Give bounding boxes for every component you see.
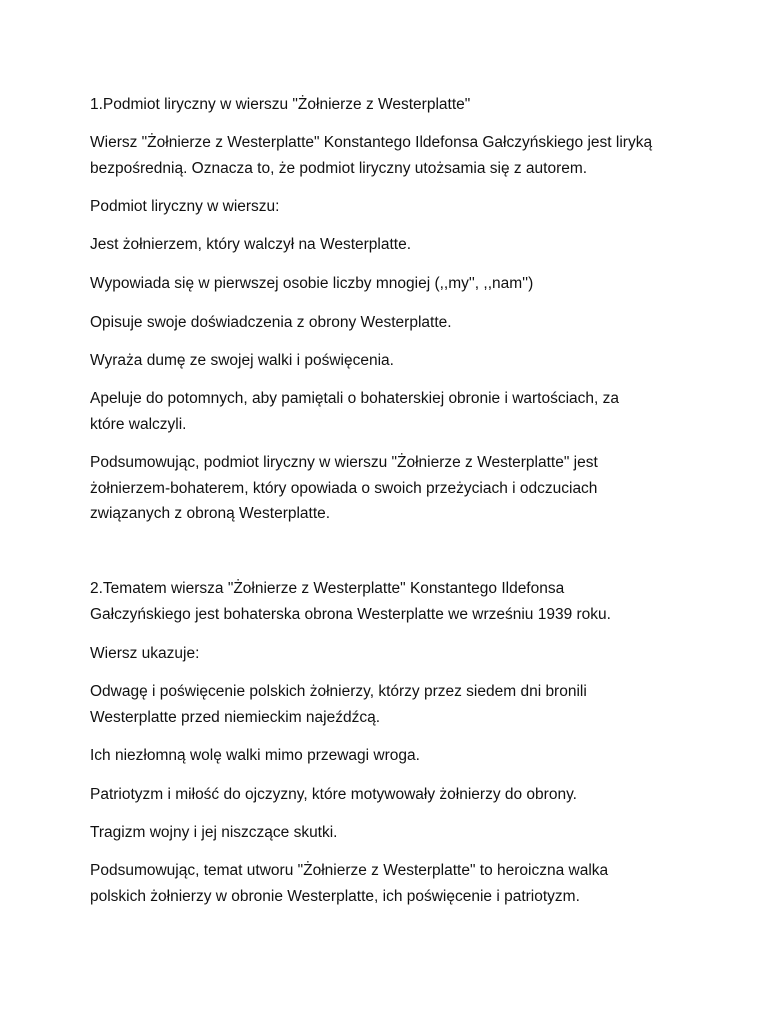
section1-heading: 1.Podmiot liryczny w wierszu "Żołnierze z Westerplatte" [90, 96, 471, 113]
section1-summary-line: związanych z obroną Westerplatte. [90, 505, 331, 522]
section1-point: Opisuje swoje doświadczenia z obrony Westerplatte. [90, 314, 452, 331]
section1-appeal [90, 386, 690, 437]
section1-lead: Podmiot liryczny w wierszu: [90, 198, 280, 215]
section2-courage-line: Odwagę i poświęcenie polskich żołnierzy, którzy przez siedem dni bronili [90, 683, 587, 700]
section2-summary-line: Podsumowując, temat utworu "Żołnierze z Westerplatte" to heroiczna walka [90, 862, 609, 879]
section2-summary-line: polskich żołnierzy w obronie Westerplatte, ich poświęcenie i patriotyzm. [90, 887, 580, 905]
section2-heading-line: Gałczyńskiego jest bohaterska obrona Westerplatte we wrześniu 1939 roku. [90, 605, 611, 623]
section1-appeal-line: Apeluje do potomnych, aby pamiętali o bohaterskiej obronie i wartościach, za [90, 390, 620, 407]
section1-point: Wypowiada się w pierwszej osobie liczby mnogiej (,,my'', ,,nam'') [90, 275, 534, 292]
section2-courage [90, 679, 690, 730]
section1-summary [90, 450, 690, 527]
section2-point: Tragizm wojny i jej niszczące skutki. [90, 824, 338, 841]
section2-courage-line: Westerplatte przed niemieckim najeźdźcą. [90, 708, 381, 726]
section1-summary-line: żołnierzem-bohaterem, który opowiada o swoich przeżyciach i odczuciach [90, 479, 598, 497]
section1-summary-line: Podsumowując, podmiot liryczny w wierszu "Żołnierze z Westerplatte" jest [90, 454, 598, 471]
section1-appeal-line: które walczyli. [90, 415, 187, 433]
section2-summary [90, 858, 690, 909]
section2-point: Ich niezłomną wolę walki mimo przewagi wroga. [90, 747, 420, 764]
section2-lead: Wiersz ukazuje: [90, 645, 200, 662]
section1-point: Wyraża dumę ze swojej walki i poświęcenia. [90, 352, 394, 369]
section2-heading [90, 576, 690, 627]
section2-heading-line: 2.Tematem wiersza "Żołnierze z Westerplatte" Konstantego Ildefonsa [90, 580, 565, 597]
section2-point: Patriotyzm i miłość do ojczyzny, które motywowały żołnierzy do obrony. [90, 786, 577, 803]
section1-point: Jest żołnierzem, który walczył na Westerplatte. [90, 236, 412, 253]
section1-intro [90, 130, 690, 181]
section1-intro-line: bezpośrednią. Oznacza to, że podmiot liryczny utożsamia się z autorem. [90, 159, 588, 177]
section1-intro-line: Wiersz "Żołnierze z Westerplatte" Konstantego Ildefonsa Gałczyńskiego jest liryką [90, 134, 653, 151]
